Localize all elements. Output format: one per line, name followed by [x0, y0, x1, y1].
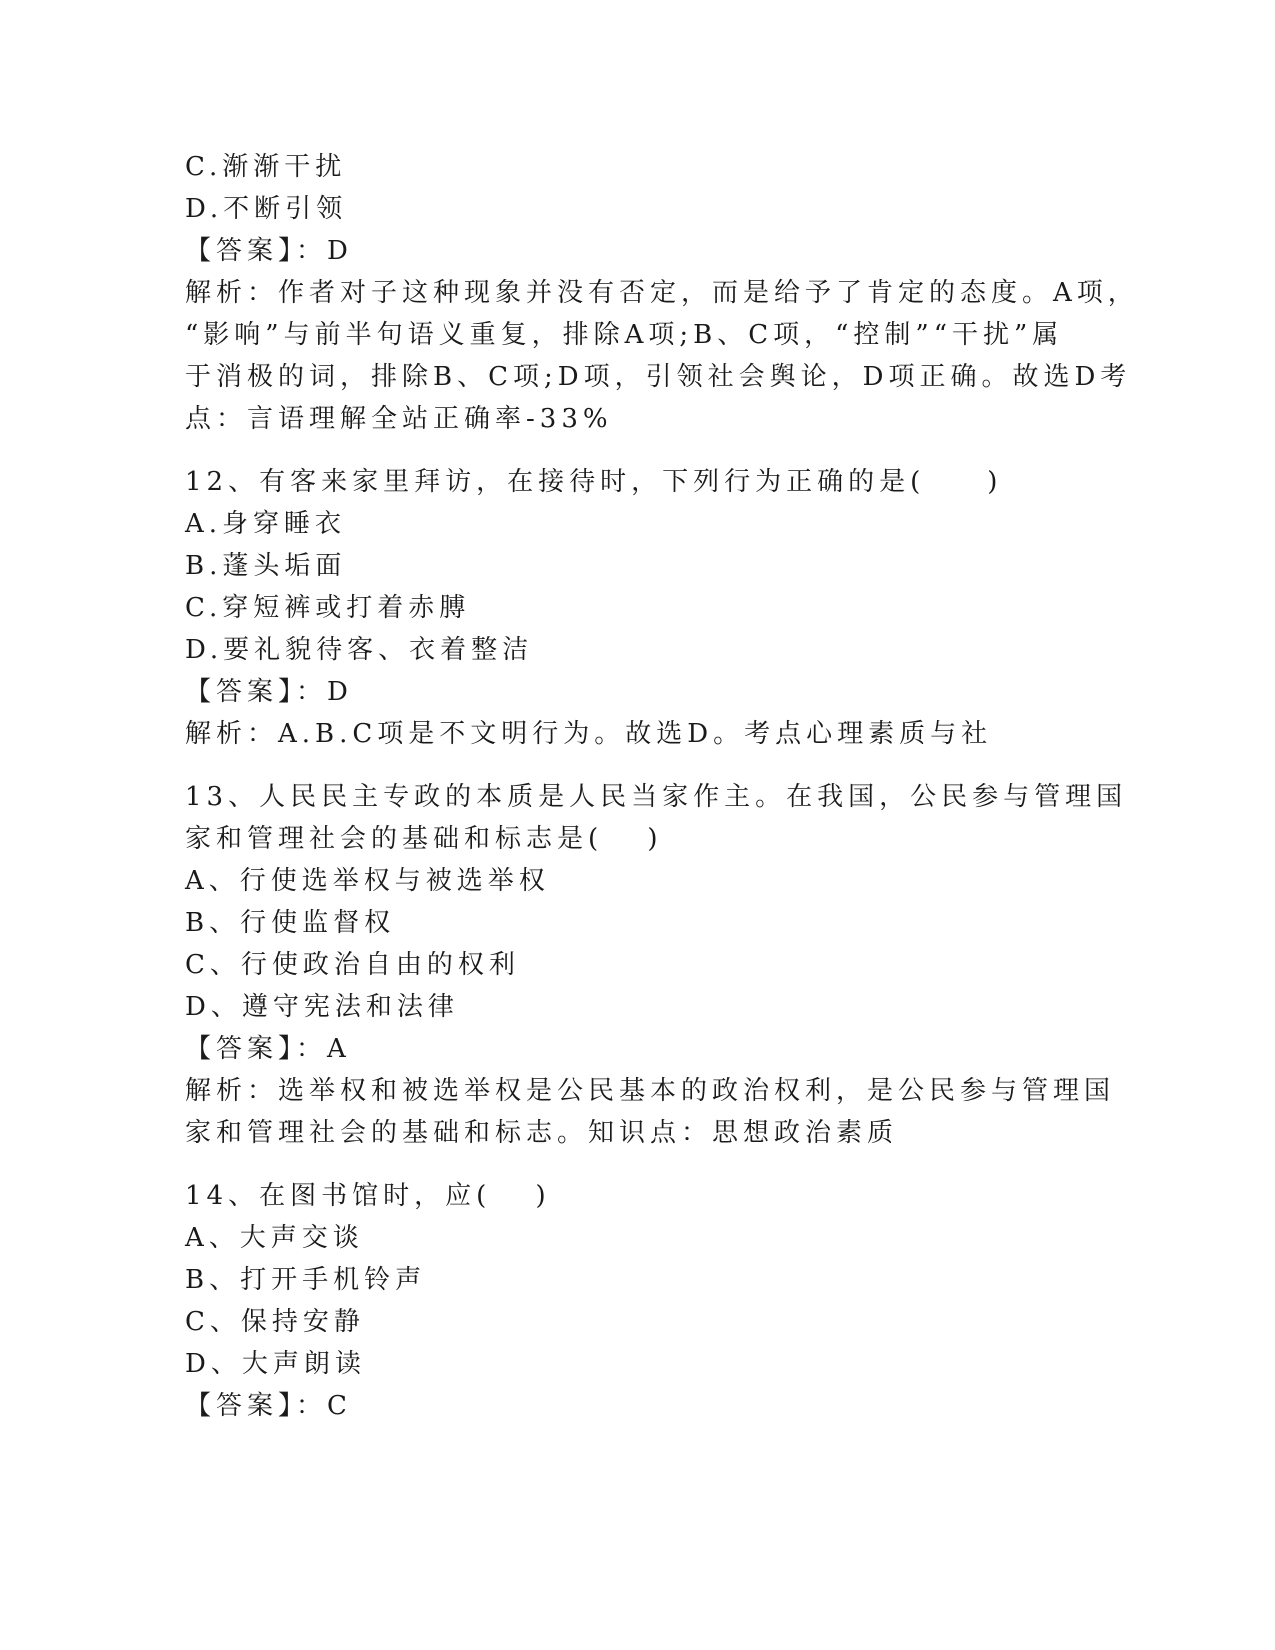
question-stem: 14、在图书馆时，应( ) — [185, 1181, 551, 1211]
analysis-line: 家和管理社会的基础和标志。知识点：思想政治素质 — [185, 1118, 899, 1148]
option-a: A.身穿睡衣 — [185, 509, 347, 539]
answer-line: 【答案】：D — [185, 677, 353, 707]
analysis-line: 于消极的词，排除B、C项;D项，引领社会舆论，D项正确。故选D考 — [185, 362, 1132, 392]
option-c: C、保持安静 — [185, 1307, 365, 1337]
spacer — [185, 755, 1085, 776]
spacer — [185, 440, 1085, 461]
option-c: C.渐渐干扰 — [185, 152, 347, 182]
spacer — [185, 1154, 1085, 1175]
analysis-line: 点：言语理解全站正确率-33% — [185, 404, 613, 434]
question-11-tail — [185, 146, 1139, 440]
analysis-line: 解析：选举权和被选举权是公民基本的政治权利，是公民参与管理国 — [185, 1076, 1116, 1106]
document-page — [185, 146, 1139, 1427]
answer-line: 【答案】：C — [185, 1391, 352, 1421]
question-12 — [185, 461, 1085, 755]
analysis-line: “影响”与前半句语义重复，排除A项;B、C项，“控制”“干扰”属 — [185, 320, 1064, 350]
analysis-line: 解析：A.B.C项是不文明行为。故选D。考点心理素质与社 — [185, 719, 993, 749]
option-d: D、遵守宪法和法律 — [185, 992, 459, 1022]
option-b: B、打开手机铃声 — [185, 1265, 427, 1295]
option-d: D.要礼貌待客、衣着整洁 — [185, 635, 534, 665]
question-stem: 12、有客来家里拜访，在接待时，下列行为正确的是( ) — [185, 467, 1003, 497]
question-stem: 13、人民民主专政的本质是人民当家作主。在我国，公民参与管理国 — [185, 782, 1128, 812]
option-b: B、行使监督权 — [185, 908, 396, 938]
answer-line: 【答案】：D — [185, 236, 353, 266]
option-a: A、大声交谈 — [185, 1223, 364, 1253]
option-c: C、行使政治自由的权利 — [185, 950, 520, 980]
answer-line: 【答案】：A — [185, 1034, 351, 1064]
question-stem: 家和管理社会的基础和标志是( ) — [185, 824, 663, 854]
option-b: B.蓬头垢面 — [185, 551, 347, 581]
option-d: D.不断引领 — [185, 194, 348, 224]
analysis-line: 解析：作者对子这种现象并没有否定，而是给予了肯定的态度。A项， — [185, 278, 1139, 308]
option-a: A、行使选举权与被选举权 — [185, 866, 550, 896]
question-14 — [185, 1175, 1085, 1427]
question-13 — [185, 776, 1128, 1154]
option-d: D、大声朗读 — [185, 1349, 366, 1379]
option-c: C.穿短裤或打着赤膊 — [185, 593, 471, 623]
